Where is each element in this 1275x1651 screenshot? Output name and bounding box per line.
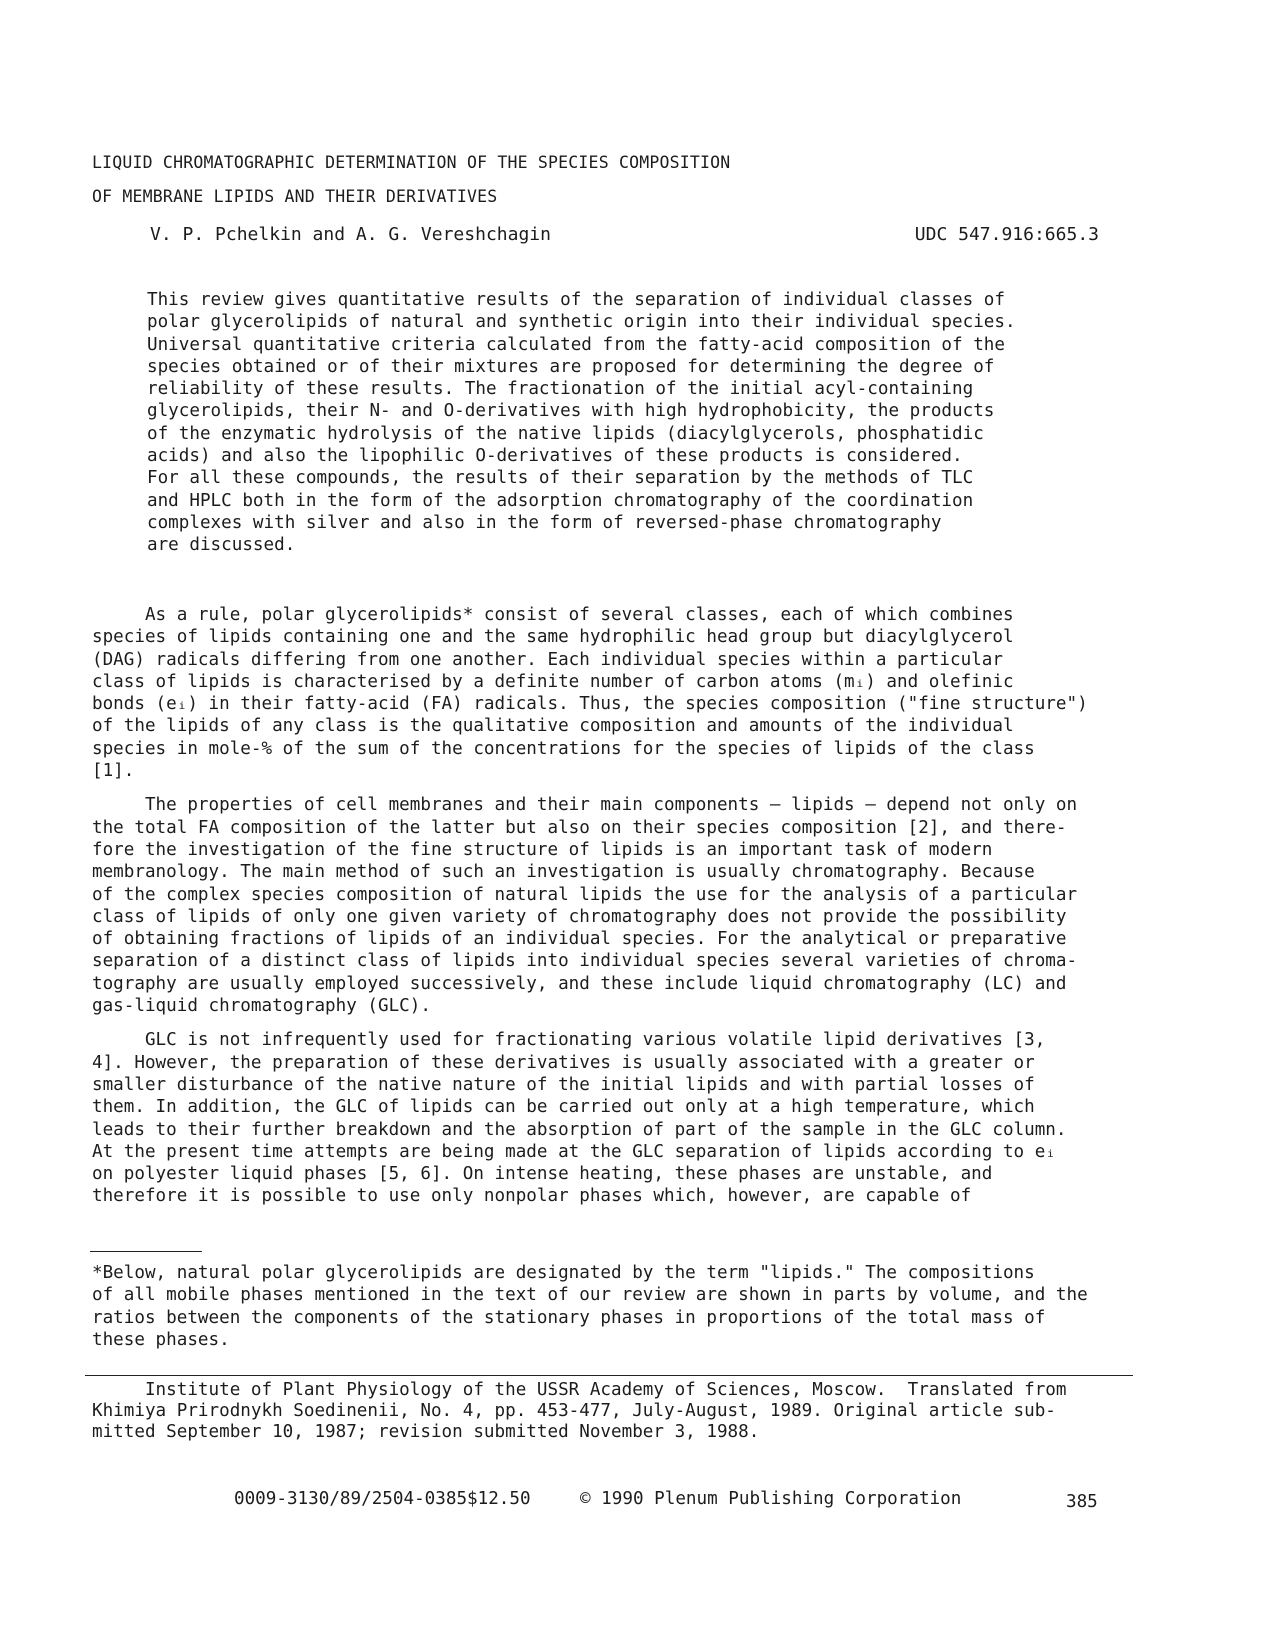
body-line: As a rule, polar glycerolipids* consist of several classes, each of which combines	[92, 605, 1014, 625]
abstract-line: and HPLC both in the form of the adsorption chromatography of the coordination	[147, 490, 974, 511]
authors: V. P. Pchelkin and A. G. Vereshchagin	[150, 224, 551, 245]
abstract-line: This review gives quantitative results of the separation of individual classes of	[147, 290, 1005, 310]
publication-code: 0009-3130/89/2504-0385$12.50	[234, 1489, 531, 1509]
body-line: The properties of cell membranes and their main components — lipids — depend not only on	[92, 795, 1078, 816]
body-line: of the complex species composition of natural lipids the use for the analysis of a particular	[92, 884, 1078, 905]
body-line: GLC is not infrequently used for fractionating various volatile lipid derivatives [3,	[92, 1030, 1046, 1051]
abstract	[147, 289, 1047, 557]
abstract-line: reliability of these results. The fractionation of the initial acyl-containing	[147, 379, 974, 400]
body-line: membranology. The main method of such an investigation is usually chromatography. Because	[92, 862, 1035, 883]
affiliation-line: Khimiya Prirodnykh Soedinenii, No. 4, pp. 453-477, July-August, 1989. Original article sub-	[92, 1401, 1056, 1421]
paragraph-1	[92, 604, 1137, 782]
page-number: 385	[1066, 1492, 1098, 1512]
body-line: of obtaining fractions of lipids of an individual species. For the analytical or preparative	[92, 929, 1067, 950]
abstract-line: glycerolipids, their N- and O-derivatives with high hydrophobicity, the products	[147, 401, 995, 422]
article-title	[92, 146, 1132, 214]
footnote-line: ratios between the components of the stationary phases in proportions of the total mass of	[92, 1307, 1046, 1328]
footnote-line: these phases.	[92, 1329, 230, 1350]
abstract-line: complexes with silver and also in the form of reversed-phase chromatography	[147, 512, 942, 533]
body-line: [1].	[92, 761, 135, 782]
body-line: species in mole-% of the sum of the concentrations for the species of lipids of the class	[92, 738, 1035, 759]
abstract-line: of the enzymatic hydrolysis of the native lipids (diacylglycerols, phosphatidic	[147, 423, 984, 444]
body-line: bonds (eᵢ) in their fatty-acid (FA) radicals. Thus, the species composition ("fine structure")	[92, 694, 1088, 715]
body-line: fore the investigation of the fine structure of lipids is an important task of modern	[92, 839, 993, 860]
footnote-divider	[90, 1251, 202, 1252]
body-line: of the lipids of any class is the qualitative composition and amounts of the individual	[92, 716, 1014, 737]
footnote	[92, 1262, 1132, 1351]
title-line-2: OF MEMBRANE LIPIDS AND THEIR DERIVATIVES	[92, 187, 498, 206]
body-line: gas-liquid chromatography (GLC).	[92, 996, 431, 1017]
abstract-line: are discussed.	[147, 535, 296, 556]
body-line: At the present time attempts are being made at the GLC separation of lipids according to eᵢ	[92, 1141, 1056, 1162]
copyright-notice: © 1990 Plenum Publishing Corporation	[580, 1489, 962, 1509]
affiliation-line: Institute of Plant Physiology of the USSR Academy of Sciences, Moscow. Translated from	[92, 1380, 1067, 1400]
body-line: therefore it is possible to use only nonpolar phases which, however, are capable of	[92, 1186, 972, 1207]
body-text	[92, 604, 1137, 1220]
affiliation-line: mitted September 10, 1987; revision submitted November 3, 1988.	[92, 1422, 760, 1442]
abstract-line: acids) and also the lipophilic O-derivatives of these products is considered.	[147, 446, 963, 467]
body-line: smaller disturbance of the native nature of the initial lipids and with partial losses of	[92, 1074, 1035, 1095]
body-line: class of lipids of only one given variety of chromatography does not provide the possibility	[92, 906, 1067, 927]
abstract-line: species obtained or of their mixtures are proposed for determining the degree of	[147, 356, 995, 377]
body-line: them. In addition, the GLC of lipids can be carried out only at a high temperature, which	[92, 1097, 1035, 1118]
paragraph-3	[92, 1029, 1137, 1207]
paragraph-2	[92, 794, 1137, 1017]
body-line: (DAG) radicals differing from one another. Each individual species within a particular	[92, 649, 1003, 670]
affiliation-divider	[85, 1375, 1133, 1376]
abstract-line: For all these compounds, the results of their separation by the methods of TLC	[147, 468, 974, 489]
footnote-line: of all mobile phases mentioned in the text of our review are shown in parts by volume, and the	[92, 1285, 1088, 1306]
abstract-line: Universal quantitative criteria calculated from the fatty-acid composition of the	[147, 334, 1005, 355]
body-line: the total FA composition of the latter but also on their species composition [2], and there-	[92, 817, 1067, 838]
body-line: class of lipids is characterised by a definite number of carbon atoms (mᵢ) and olefinic	[92, 671, 1014, 692]
body-line: species of lipids containing one and the same hydrophilic head group but diacylglycerol	[92, 627, 1014, 648]
body-line: tography are usually employed successively, and these include liquid chromatography (LC) and	[92, 973, 1067, 994]
body-line: on polyester liquid phases [5, 6]. On intense heating, these phases are unstable, and	[92, 1164, 993, 1185]
affiliation	[92, 1380, 1132, 1443]
body-line: 4]. However, the preparation of these derivatives is usually associated with a greater or	[92, 1052, 1035, 1073]
body-line: separation of a distinct class of lipids into individual species several varieties of chroma-	[92, 951, 1078, 972]
body-line: leads to their further breakdown and the absorption of part of the sample in the GLC column.	[92, 1119, 1067, 1140]
udc-code: UDC 547.916:665.3	[914, 224, 1099, 245]
abstract-line: polar glycerolipids of natural and synthetic origin into their individual species.	[147, 312, 1016, 333]
footnote-line: *Below, natural polar glycerolipids are designated by the term "lipids." The compositions	[92, 1263, 1035, 1283]
title-line-1: LIQUID CHROMATOGRAPHIC DETERMINATION OF THE SPECIES COMPOSITION	[92, 153, 731, 172]
